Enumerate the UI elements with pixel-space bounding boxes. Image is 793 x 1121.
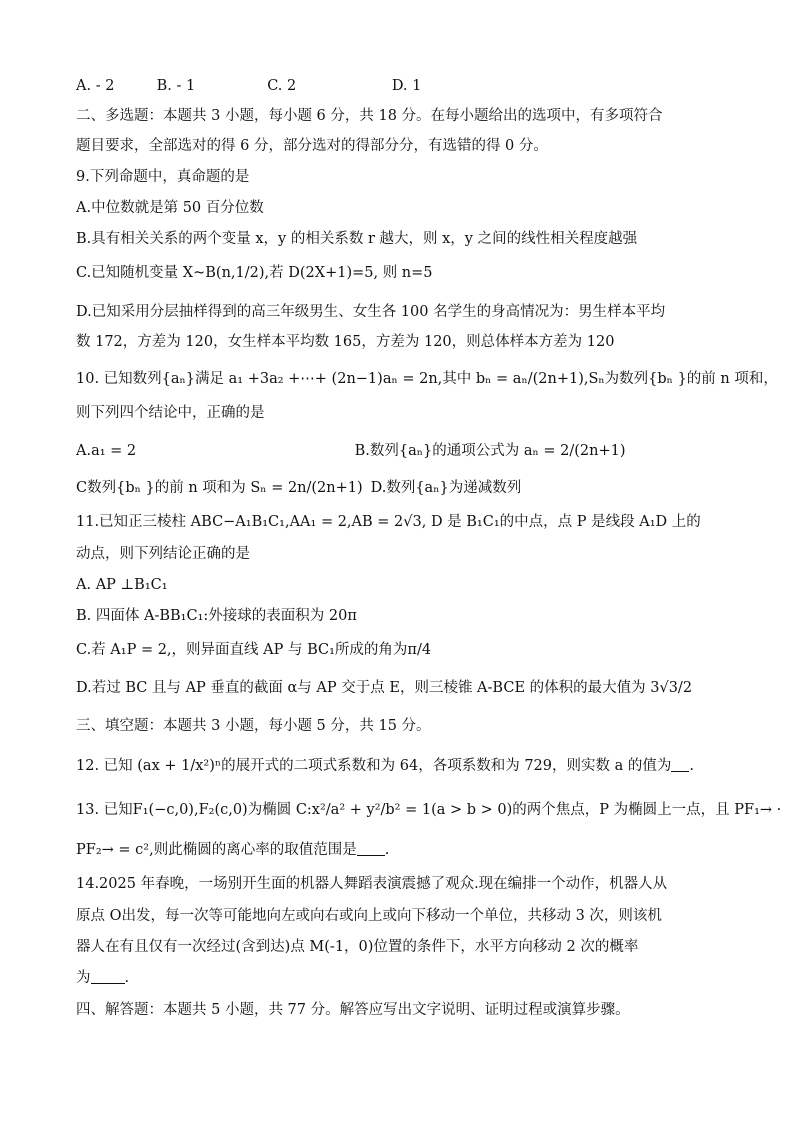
q13-line2: PF₂→ = c²,则此椭圆的离心率的取值范围是 . [76,842,390,858]
section4-heading: 四、解答题：本题共 5 小题，共 77 分。解答应写出文字说明、证明过程或演算步骤。 [76,1002,630,1018]
section3-heading: 三、填空题：本题共 3 小题，每小题 5 分，共 15 分。 [76,718,431,734]
option-b: B. - 1 [156,78,196,94]
q12: 12. 已知 (ax + 1/x²)ⁿ的展开式的二项式系数和为 64，各项系数和为 729，则实数 a 的值为 . [76,758,694,774]
q11-option-a: A. AP ⊥B₁C₁ [76,577,168,593]
previous-question-options [76,76,733,96]
q10-option-c: C数列{bₙ }的前 n 项和为 Sₙ = 2n/(2n+1) [76,480,363,496]
q10-options-cd [76,478,733,498]
q11-stem-line1: 11.已知正三棱柱 ABC−A₁B₁C₁,AA₁ = 2,AB = 2√3, D 是 B₁C₁的中点，点 P 是线段 A₁D 上的 [76,514,701,530]
q10-option-d: D.数列{aₙ}为递减数列 [370,480,522,496]
q14-line4: 为 . [76,970,130,986]
option-a: A. - 2 [76,78,115,94]
section2-heading-line1: 二、多选题：本题共 3 小题，每小题 6 分，共 18 分。在每小题给出的选项中，有多项符合 [76,108,663,124]
q10-options-ab [76,441,733,461]
q10-option-b: B.数列{aₙ}的通项公式为 aₙ = 2/(2n+1) [354,443,626,459]
q9-option-a: A.中位数就是第 50 百分位数 [76,200,264,216]
q9-option-c: C.已知随机变量 X~B(n,1/2),若 D(2X+1)=5, 则 n=5 [76,265,433,281]
q13-line1: 13. 已知F₁(−c,0),F₂(c,0)为椭圆 C:x²/a² + y²/b² = 1(a > b > 0)的两个焦点，P 为椭圆上一点，且 PF₁→ · [76,802,782,818]
q14-line2: 原点 O出发，每一次等可能地向左或向右或向上或向下移动一个单位，共移动 3 次，则该机 [76,908,662,924]
q13-line2-text: PF₂→ = c²,则此椭圆的离心率的取值范围是 [76,842,357,858]
q10-stem-line1: 10. 已知数列{aₙ}满足 a₁ +3a₂ +⋯+ (2n−1)aₙ = 2n,其中 bₙ = aₙ/(2n+1),Sₙ为数列{bₙ }的前 n 项和， [76,371,778,387]
answer-blank [91,969,125,984]
q9-option-d-line2: 数 172，方差为 120，女生样本平均数 165，方差为 120，则总体样本方差为 120 [76,334,615,350]
answer-blank [671,757,689,772]
q11-stem-line2: 动点，则下列结论正确的是 [76,546,250,562]
q11-option-c: C.若 A₁P = 2,，则异面直线 AP 与 BC₁所成的角为π/4 [76,642,432,658]
q11-option-b: B. 四面体 A-BB₁C₁:外接球的表面积为 20π [76,608,357,624]
answer-blank [357,841,385,856]
section2-heading-line2: 题目要求，全部选对的得 6 分，部分选对的得部分分，有选错的得 0 分。 [76,138,548,154]
q10-stem-line2: 则下列四个结论中，正确的是 [76,405,265,421]
option-d: D. 1 [391,78,422,94]
q14-line1: 14.2025 年春晚，一场别开生面的机器人舞蹈表演震撼了观众.现在编排一个动作，机器人从 [76,876,668,892]
option-c: C. 2 [267,78,297,94]
q9-stem: 9.下列命题中，真命题的是 [76,169,250,185]
q9-option-b: B.具有相关关系的两个变量 x，y 的相关系数 r 越大，则 x，y 之间的线性相关程度越强 [76,231,638,247]
q9-option-d-line1: D.已知采用分层抽样得到的高三年级男生、女生各 100 名学生的身高情况为：男生样本平均 [76,304,666,320]
q14-line4-text: 为 [76,970,91,986]
q14-line3: 器人在有且仅有一次经过(含到达)点 M(-1，0)位置的条件下，水平方向移动 2 次的概率 [76,939,639,955]
q10-option-a: A.a₁ = 2 [76,443,137,459]
q12-text: 12. 已知 (ax + 1/x²)ⁿ的展开式的二项式系数和为 64，各项系数和为 729，则实数 a 的值为 [76,758,672,774]
q11-option-d: D.若过 BC 且与 AP 垂直的截面 α与 AP 交于点 E，则三棱锥 A-BCE 的体积的最大值为 3√3/2 [76,680,693,696]
